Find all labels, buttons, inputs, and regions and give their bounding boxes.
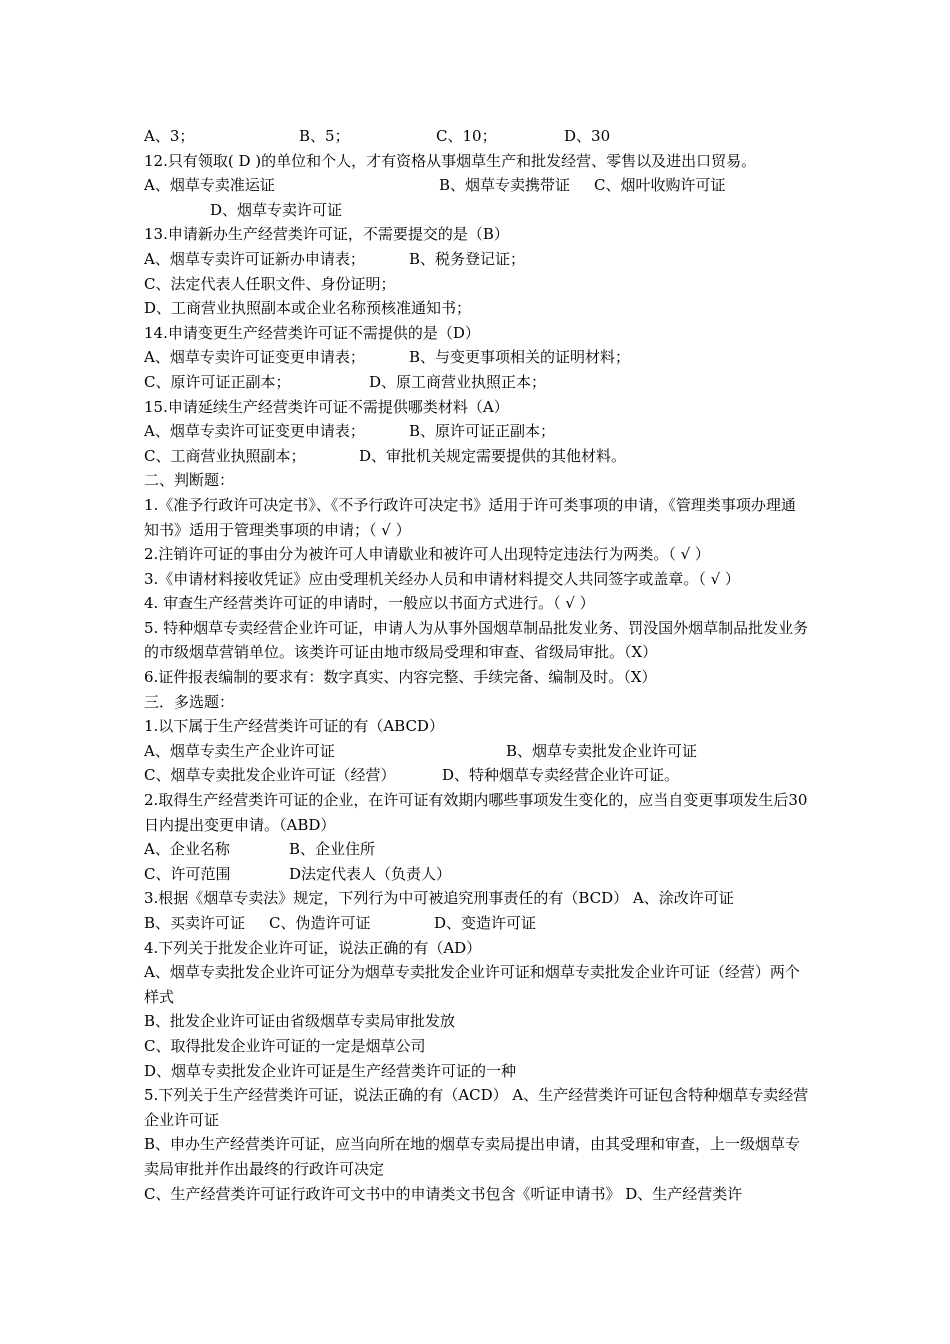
text-line-33 xyxy=(144,1009,810,1034)
line-text: 15.申请延续生产经营类许可证不需提供哪类材料（A） xyxy=(144,397,509,416)
line-text: 13.申请新办生产经营类许可证，不需要提交的是（B） xyxy=(144,225,509,244)
paragraph-text: B、申办生产经营类许可证，应当向所在地的烟草专卖局提出申请，由其受理和审查，上一级烟草专卖局审批并作出最终的行政许可决定 xyxy=(144,1135,801,1178)
text-line-4 xyxy=(144,198,810,223)
text-line-22 xyxy=(144,690,810,715)
option-text: B、原许可证正副本； xyxy=(409,422,556,441)
text-line-34 xyxy=(144,1034,810,1059)
text-line-37 xyxy=(144,1132,810,1181)
text-line-28 xyxy=(144,862,810,887)
line-text: 4. 审查生产经营类许可证的申请时，一般应以书面方式进行。（ √ ） xyxy=(144,594,595,613)
text-line-10 xyxy=(144,345,810,370)
text-line-13 xyxy=(144,419,810,444)
paragraph-text: 2.取得生产经营类许可证的企业，在许可证有效期内哪些事项发生变化的，应当自变更事项发生后30日内提出变更申请。（ABD） xyxy=(144,791,808,834)
line-text: D、烟草专卖批发企业许可证是生产经营类许可证的一种 xyxy=(144,1061,517,1080)
text-line-26 xyxy=(144,788,810,837)
text-line-12 xyxy=(144,395,810,420)
option-text: A、企业名称 xyxy=(144,840,230,859)
option-text: A、烟草专卖生产企业许可证 xyxy=(144,741,335,760)
line-text: 三．多选题： xyxy=(144,692,235,711)
option-text: A、烟草专卖许可证变更申请表； xyxy=(144,348,365,367)
option-text: C、原许可证正副本； xyxy=(144,372,291,391)
text-line-5 xyxy=(144,222,810,247)
option-text: B、买卖许可证 xyxy=(144,914,246,932)
text-line-11 xyxy=(144,370,810,395)
text-line-35 xyxy=(144,1059,810,1084)
line-text: 3.根据《烟草专卖法》规定，下列行为中可被追究刑事责任的有（BCD） A、涂改许可证 xyxy=(144,889,734,908)
text-line-14 xyxy=(144,444,810,469)
line-text: 14.申请变更生产经营类许可证不需提供的是（D） xyxy=(144,323,480,342)
option-text: D、原工商营业执照正本； xyxy=(369,372,547,391)
line-text: 12.只有领取( D )的单位和个人，才有资格从事烟草生产和批发经营、零售以及进出口贸易。 xyxy=(144,151,757,170)
paragraph-text: 5.下列关于生产经营类许可证，说法正确的有（ACD） A、生产经营类许可证包含特种烟草专卖经营企业许可证 xyxy=(144,1086,809,1129)
line-text: 2.注销许可证的事由分为被许可人申请歇业和被许可人出现特定违法行为两类。（ √ ） xyxy=(144,545,710,564)
paragraph-text: 5. 特种烟草专卖经营企业许可证，申请人为从事外国烟草制品批发业务、罚没国外烟草制品批发业务的市级烟草营销单位。该类许可证由地市级局受理和审查、省级局审批。（X） xyxy=(144,618,809,662)
text-line-21 xyxy=(144,665,810,690)
option-text: D法定代表人（负责人） xyxy=(289,864,452,883)
text-line-15 xyxy=(144,468,810,493)
text-line-32 xyxy=(144,960,810,1009)
line-text: 4.下列关于批发企业许可证，说法正确的有（AD） xyxy=(144,938,482,957)
paragraph-text: 1.《准予行政许可决定书》、《不予行政许可决定书》适用于许可类事项的申请，《管理类事项办理通知书》适用于管理类事项的申请；（ √ ） xyxy=(144,495,796,539)
text-line-25 xyxy=(144,763,810,788)
text-line-6 xyxy=(144,247,810,272)
text-line-3 xyxy=(144,173,810,198)
text-line-17 xyxy=(144,542,810,567)
line-text: 1.以下属于生产经营类许可证的有（ABCD） xyxy=(144,717,444,736)
line-text: D、烟草专卖许可证 xyxy=(210,200,343,219)
line-text: C、取得批发企业许可证的一定是烟草公司 xyxy=(144,1036,426,1055)
option-text: B、5； xyxy=(299,127,350,145)
text-line-29 xyxy=(144,886,810,911)
option-text: B、烟草专卖携带证 xyxy=(439,176,571,195)
option-text: B、烟草专卖批发企业许可证 xyxy=(506,741,698,760)
text-line-36 xyxy=(144,1083,810,1132)
line-text: 3.《申请材料接收凭证》应由受理机关经办人员和申请材料提交人共同签字或盖章。（ √ ） xyxy=(144,569,740,588)
line-text: B、批发企业许可证由省级烟草专卖局审批发放 xyxy=(144,1012,456,1031)
text-line-18 xyxy=(144,567,810,592)
option-text: A、烟草专卖许可证新办申请表； xyxy=(144,249,365,268)
text-line-27 xyxy=(144,837,810,862)
option-text: B、与变更事项相关的证明材料； xyxy=(409,348,631,367)
text-line-9 xyxy=(144,321,810,346)
line-text: C、生产经营类许可证行政许可文书中的申请类文书包含《听证申请书》 D、生产经营类许 xyxy=(144,1184,743,1203)
text-line-31 xyxy=(144,936,810,961)
text-line-30 xyxy=(144,911,810,936)
line-text: C、法定代表人任职文件、身份证明； xyxy=(144,274,396,293)
text-line-8 xyxy=(144,296,810,321)
text-line-1 xyxy=(144,124,810,149)
option-text: B、税务登记证； xyxy=(409,249,526,268)
option-text: A、烟草专卖准运证 xyxy=(144,176,275,195)
line-text: 二、判断题： xyxy=(144,471,235,490)
option-text: D、审批机关规定需要提供的其他材料。 xyxy=(359,446,627,465)
text-line-19 xyxy=(144,591,810,616)
text-line-20 xyxy=(144,616,810,665)
option-text: D、特种烟草专卖经营企业许可证。 xyxy=(442,766,680,785)
line-text: D、工商营业执照副本或企业名称预核准通知书； xyxy=(144,299,472,318)
text-line-2 xyxy=(144,149,810,174)
text-line-16 xyxy=(144,493,810,542)
option-text: D、变造许可证 xyxy=(434,914,537,932)
option-text: C、伪造许可证 xyxy=(269,914,371,932)
option-text: C、烟叶收购许可证 xyxy=(594,176,726,195)
option-text: A、3； xyxy=(144,127,195,145)
paragraph-text: A、烟草专卖批发企业许可证分为烟草专卖批发企业许可证和烟草专卖批发企业许可证（经营）两个样式 xyxy=(144,963,800,1006)
text-line-24 xyxy=(144,739,810,764)
line-text: 6.证件报表编制的要求有：数字真实、内容完整、手续完备、编制及时。（X） xyxy=(144,668,657,687)
text-line-23 xyxy=(144,714,810,739)
text-line-38 xyxy=(144,1182,810,1207)
option-text: C、许可范围 xyxy=(144,864,231,883)
option-text: A、烟草专卖许可证变更申请表； xyxy=(144,422,365,441)
text-line-7 xyxy=(144,272,810,297)
option-text: C、工商营业执照副本； xyxy=(144,446,306,465)
option-text: C、10； xyxy=(436,127,497,145)
option-text: B、企业住所 xyxy=(289,840,376,859)
option-text: C、烟草专卖批发企业许可证（经营） xyxy=(144,766,396,785)
document-body xyxy=(144,124,810,1206)
option-text: D、30 xyxy=(564,127,611,145)
